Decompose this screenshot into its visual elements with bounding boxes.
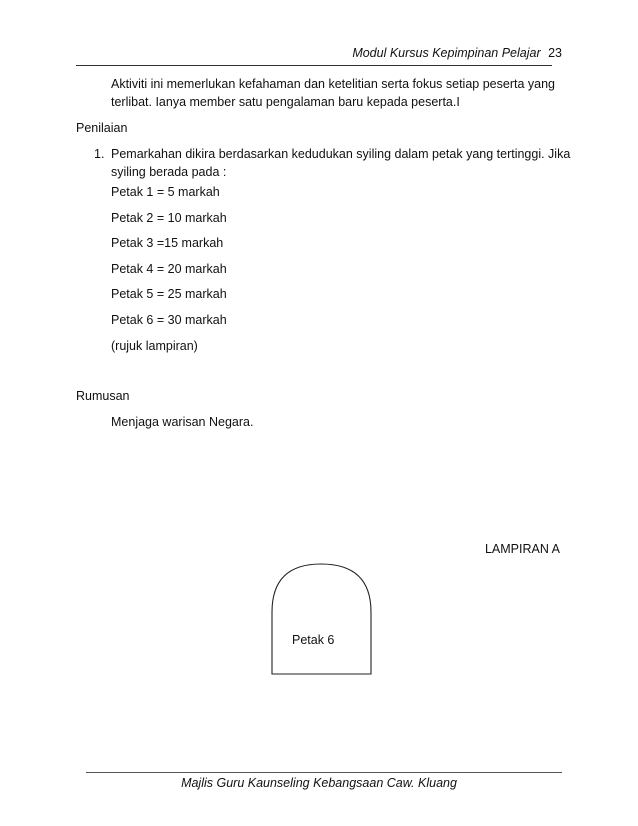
appendix-label: LAMPIRAN A xyxy=(484,542,560,556)
score-item: Petak 2 = 10 markah xyxy=(111,210,227,225)
score-item: Petak 5 = 25 markah xyxy=(111,287,227,302)
page-header xyxy=(352,46,562,60)
header-title: Modul Kursus Kepimpinan Pelajar xyxy=(352,46,541,60)
shape-label: Petak 6 xyxy=(292,633,335,647)
score-item: Petak 6 = 30 markah xyxy=(111,312,227,327)
scoring-description: Pemarkahan dikira berdasarkan kedudukan syiling dalam petak yang tertinggi. Jika syiling berada pada : xyxy=(111,147,571,179)
rumusan-heading: Rumusan xyxy=(76,389,130,403)
score-item: Petak 4 = 20 markah xyxy=(111,261,227,276)
score-list xyxy=(111,183,227,362)
petak-6-shape xyxy=(270,562,374,676)
page-number: 23 xyxy=(548,46,562,60)
list-number: 1. xyxy=(94,147,105,161)
penilaian-heading: Penilaian xyxy=(76,121,128,135)
footer-rule xyxy=(86,772,562,773)
score-item: Petak 3 =15 markah xyxy=(111,236,224,251)
rumusan-text: Menjaga warisan Negara. xyxy=(111,415,254,429)
page-footer: Majlis Guru Kaunseling Kebangsaan Caw. Kluang xyxy=(181,776,457,790)
score-item: Petak 1 = 5 markah xyxy=(111,185,220,199)
header-rule xyxy=(76,65,552,66)
intro-paragraph: Aktiviti ini memerlukan kefahaman dan ketelitian serta fokus setiap peserta yang terlibat. Ianya member satu pengalaman baru kepada peserta.I xyxy=(111,77,555,109)
reference-note: (rujuk lampiran) xyxy=(111,338,198,353)
